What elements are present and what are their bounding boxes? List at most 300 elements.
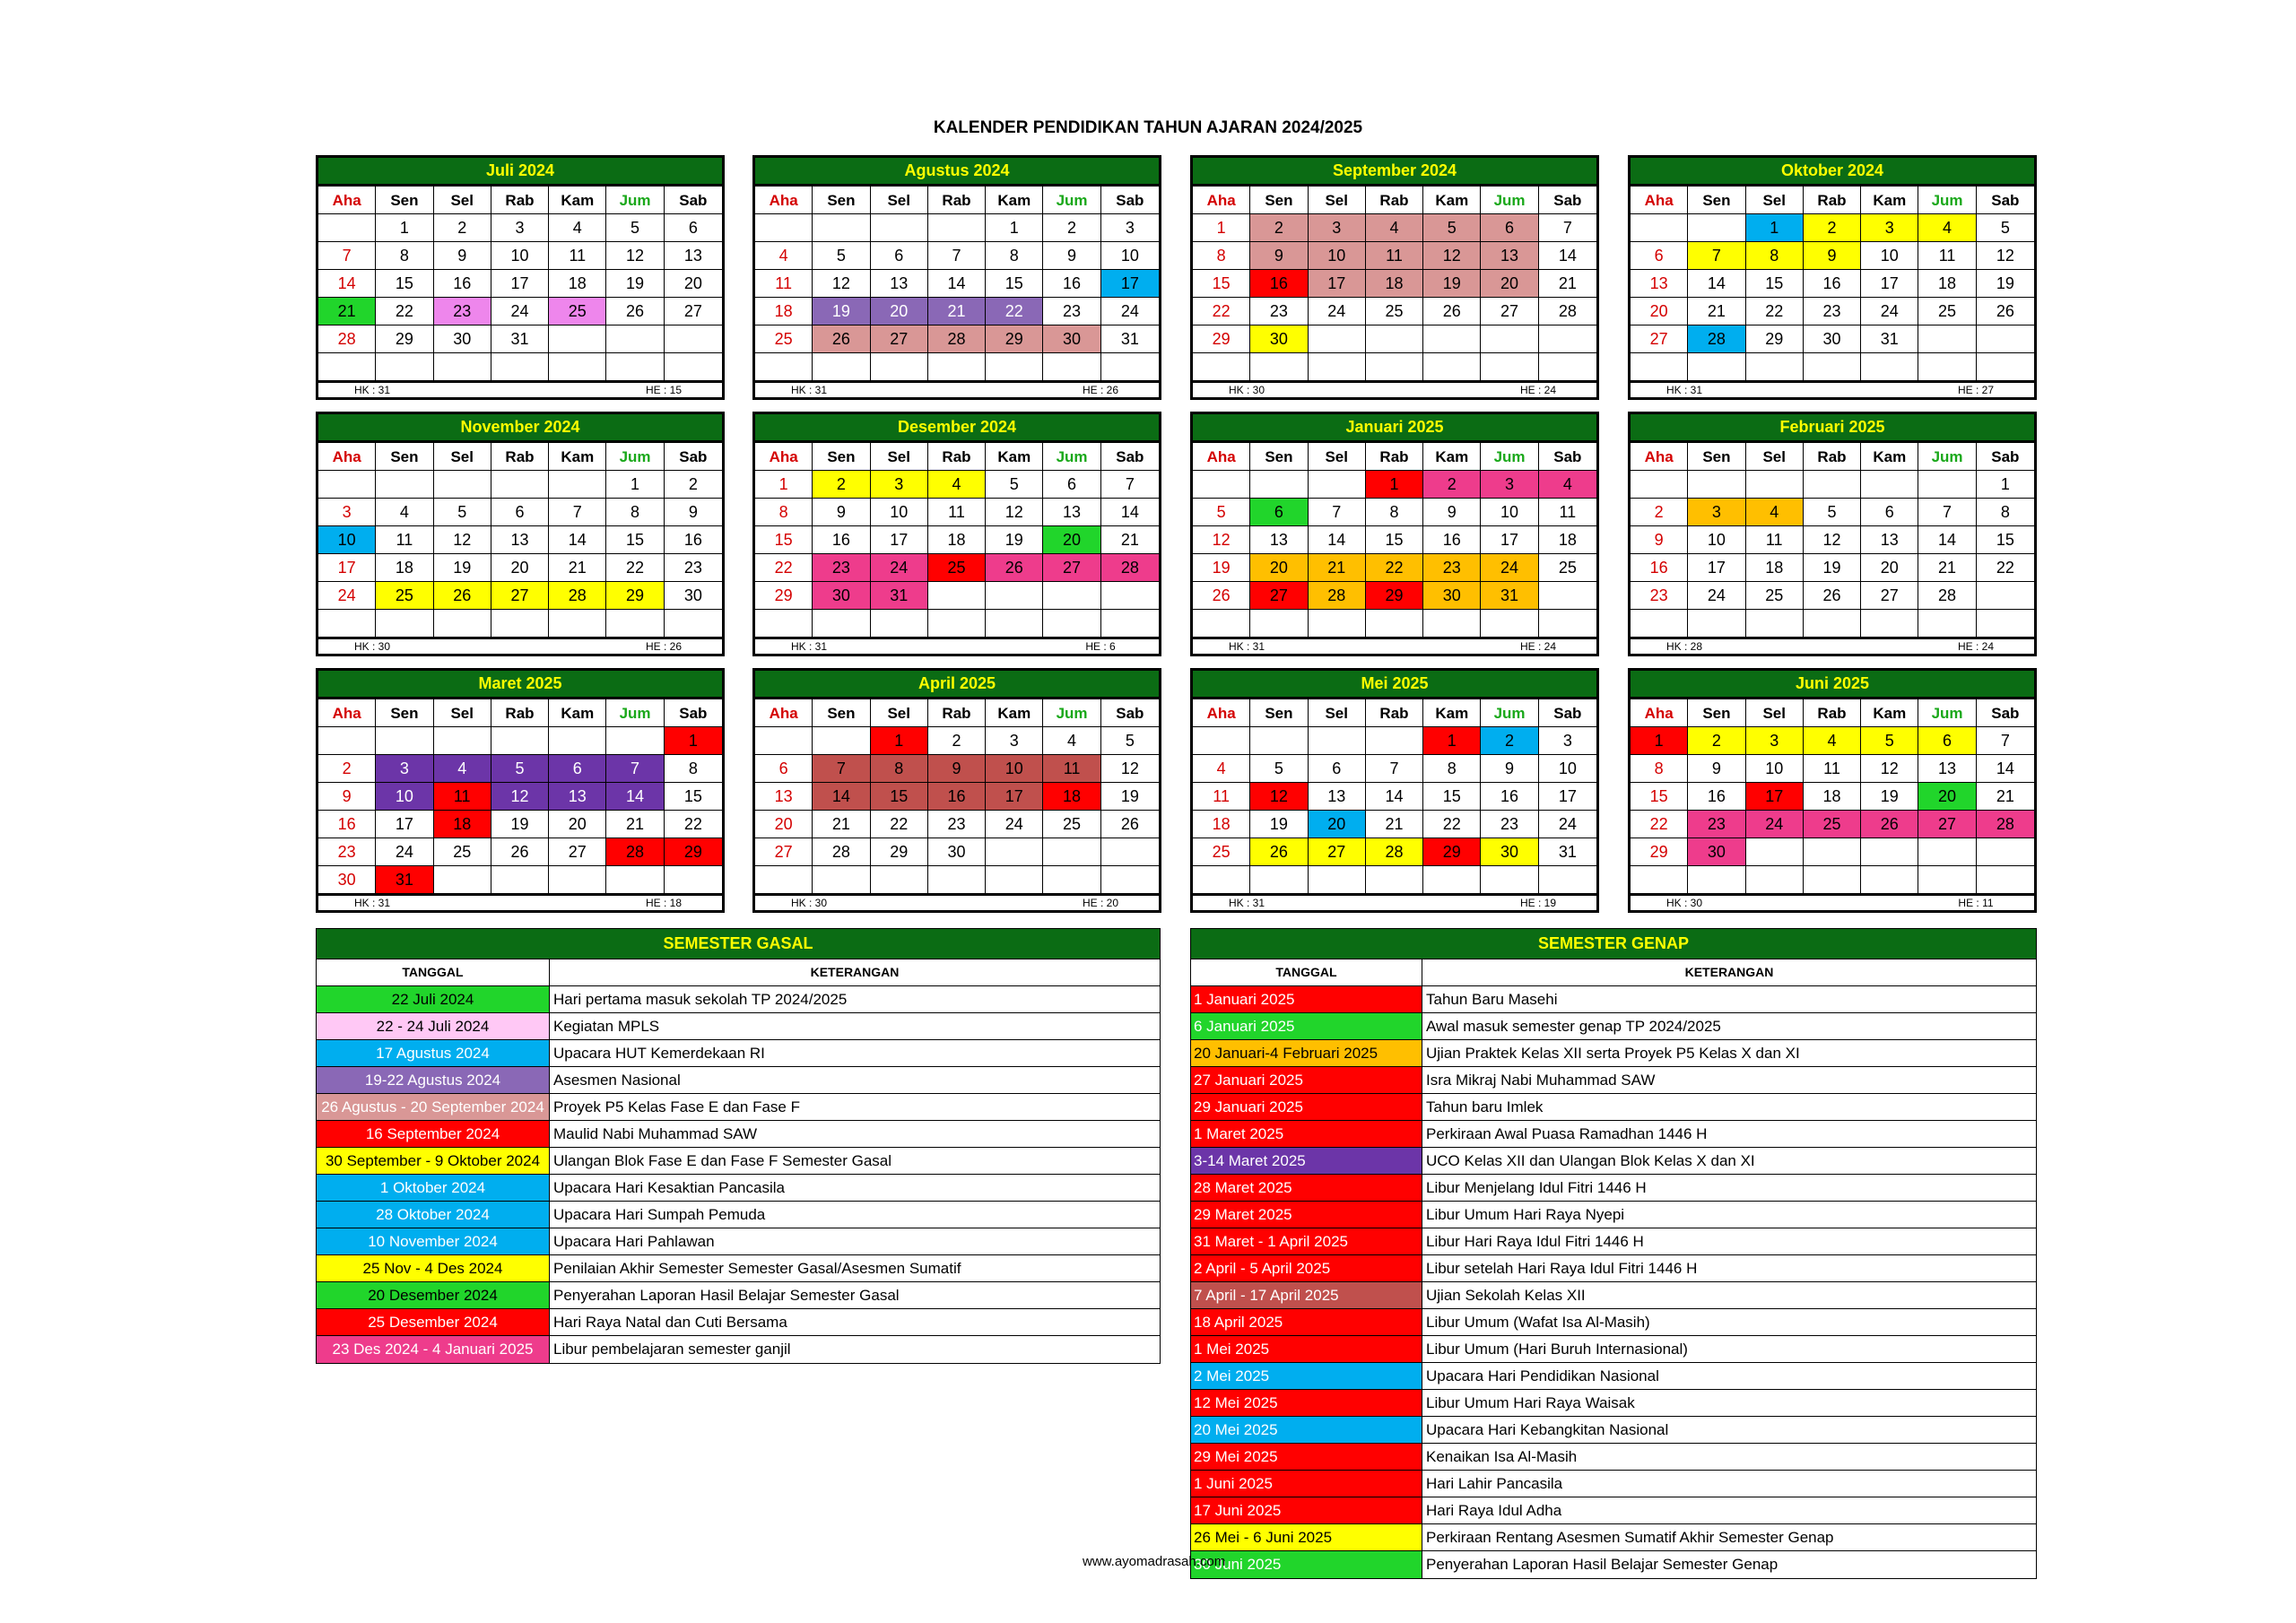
day-cell: 2 [928,727,986,755]
day-cell: 6 [1309,755,1366,783]
day-cell: 30 [1250,325,1308,353]
day-cell: 12 [1250,783,1308,811]
day-cell: 20 [1481,270,1538,298]
event-date: 22 Juli 2024 [317,986,550,1012]
day-cell: 17 [1101,270,1159,298]
event-row [317,1067,1160,1094]
day-cell: 25 [1804,811,1861,838]
month-calendar [316,668,725,913]
day-cell: 13 [1250,526,1308,554]
day-cell [1688,471,1745,499]
day-cell: 10 [318,526,376,554]
event-date: 18 April 2025 [1191,1309,1422,1335]
day-cell: 18 [1804,783,1861,811]
day-cell: 28 [1366,838,1423,866]
day-cell: 12 [1977,242,2034,270]
day-cell: 4 [1366,214,1423,242]
day-header: Rab [1804,699,1861,727]
day-cell [1631,353,1688,381]
day-header: Sen [1250,699,1308,727]
day-cell: 10 [1309,242,1366,270]
day-cell: 18 [928,526,986,554]
day-cell: 9 [1631,526,1688,554]
event-date: 30 Juni 2025 [1191,1551,1422,1578]
event-description: Hari Raya Idul Adha [1426,1502,1562,1519]
month-title: Januari 2025 [1193,414,1596,443]
day-cell: 15 [376,270,433,298]
day-header: Jum [1481,443,1538,471]
day-cell: 18 [1193,811,1250,838]
day-cell [1539,866,1596,894]
day-cell: 14 [1977,755,2034,783]
day-cell: 2 [665,471,722,499]
month-days [318,187,722,381]
day-header: Rab [491,187,549,214]
day-cell [376,353,433,381]
day-cell: 18 [755,298,813,325]
day-cell [755,214,813,242]
day-cell: 6 [1631,242,1688,270]
day-cell [1918,325,1976,353]
day-header: Sen [813,187,870,214]
hk-count: HK : 30 [353,640,391,653]
day-cell: 25 [434,838,491,866]
he-count: HE : 11 [1958,897,1994,909]
event-date: 26 Agustus - 20 September 2024 [317,1094,550,1120]
day-cell [1861,866,1918,894]
day-cell: 6 [549,755,606,783]
day-cell: 21 [1977,783,2034,811]
day-header: Rab [928,699,986,727]
event-row [1191,1282,2036,1309]
day-cell [928,214,986,242]
day-cell [318,727,376,755]
day-cell: 16 [1043,270,1100,298]
day-cell: 15 [1423,783,1481,811]
day-cell: 3 [1861,214,1918,242]
day-cell: 25 [1043,811,1100,838]
day-header: Kam [1861,699,1918,727]
day-header: Sel [871,699,928,727]
day-cell: 24 [1688,582,1745,610]
day-cell [1309,727,1366,755]
day-cell: 20 [1631,298,1688,325]
day-cell [1250,353,1308,381]
event-date: 23 Des 2024 - 4 Januari 2025 [317,1336,550,1363]
day-header: Sel [1309,187,1366,214]
event-description: Isra Mikraj Nabi Muhammad SAW [1426,1072,1656,1089]
day-header: Aha [1193,699,1250,727]
month-footer [755,381,1159,397]
day-cell: 26 [491,838,549,866]
day-cell: 29 [1193,325,1250,353]
day-cell: 1 [1977,471,2034,499]
day-cell: 21 [1688,298,1745,325]
day-cell [376,471,433,499]
day-cell [1423,325,1481,353]
day-header: Kam [1423,699,1481,727]
event-description: Ujian Sekolah Kelas XII [1426,1287,1586,1304]
month-calendar [1190,155,1599,400]
day-header: Aha [1631,699,1688,727]
day-cell: 11 [549,242,606,270]
day-cell: 30 [1423,582,1481,610]
day-header: Sab [665,443,722,471]
day-cell: 22 [1631,811,1688,838]
day-header: Jum [1043,187,1100,214]
day-cell: 28 [1101,554,1159,582]
event-description: Ulangan Blok Fase E dan Fase F Semester Gasal [553,1152,892,1169]
month-footer [1631,638,2034,654]
day-cell: 20 [755,811,813,838]
day-cell: 17 [1539,783,1596,811]
day-cell [1631,471,1688,499]
month-calendar [316,412,725,656]
day-cell [606,610,664,638]
day-cell: 5 [434,499,491,526]
day-cell: 27 [1861,582,1918,610]
day-cell [871,610,928,638]
day-cell [491,610,549,638]
day-cell: 6 [491,499,549,526]
event-row [317,1202,1160,1228]
day-cell: 1 [376,214,433,242]
day-header: Aha [1193,443,1250,471]
month-footer [1193,381,1596,397]
he-count: HE : 15 [645,384,683,396]
day-cell: 17 [1481,526,1538,554]
day-cell [1746,353,1804,381]
day-cell: 26 [1250,838,1308,866]
day-cell: 23 [1688,811,1745,838]
day-cell: 11 [1193,783,1250,811]
day-cell [1746,610,1804,638]
day-cell: 1 [755,471,813,499]
day-header: Jum [606,187,664,214]
day-cell [928,866,986,894]
day-header: Sen [1688,443,1745,471]
event-description: Perkiraan Rentang Asesmen Sumatif Akhir Semester Genap [1426,1529,1834,1546]
day-header: Sab [1539,187,1596,214]
event-row [1191,1390,2036,1417]
day-cell: 13 [1631,270,1688,298]
day-cell [1101,582,1159,610]
day-cell [1193,353,1250,381]
day-cell: 14 [1366,783,1423,811]
day-cell: 26 [1101,811,1159,838]
day-cell [1539,610,1596,638]
month-footer [318,894,722,910]
day-cell [1804,471,1861,499]
day-cell [1804,353,1861,381]
day-cell: 20 [1309,811,1366,838]
month-days [1193,443,1596,638]
column-headers [317,959,1160,986]
day-cell: 2 [1250,214,1308,242]
day-cell: 15 [665,783,722,811]
month-title: Oktober 2024 [1631,158,2034,187]
event-description: Penyerahan Laporan Hasil Belajar Semester Gasal [553,1287,900,1304]
event-date: 10 November 2024 [317,1228,550,1254]
day-cell: 12 [1101,755,1159,783]
day-cell: 17 [1688,554,1745,582]
day-cell: 27 [1309,838,1366,866]
event-row [317,1013,1160,1040]
day-cell: 2 [318,755,376,783]
day-header: Sen [1688,187,1745,214]
day-cell: 9 [1423,499,1481,526]
day-cell [1977,582,2034,610]
day-cell [606,353,664,381]
day-cell: 25 [755,325,813,353]
day-cell [1481,866,1538,894]
day-cell: 30 [1688,838,1745,866]
page-title: KALENDER PENDIDIKAN TAHUN AJARAN 2024/2025 [933,118,1363,137]
event-row [1191,1175,2036,1202]
day-cell: 17 [1309,270,1366,298]
day-cell: 30 [1481,838,1538,866]
day-cell: 16 [813,526,870,554]
day-cell: 3 [491,214,549,242]
day-cell: 27 [549,838,606,866]
day-header: Sel [871,443,928,471]
month-footer [318,381,722,397]
day-cell: 21 [1918,554,1976,582]
hk-count: HK : 31 [790,640,828,653]
day-cell: 4 [928,471,986,499]
event-row [317,1282,1160,1309]
event-description: Penyerahan Laporan Hasil Belajar Semester Genap [1426,1556,1779,1573]
day-cell: 25 [376,582,433,610]
month-footer [1193,638,1596,654]
hk-count: HK : 30 [1665,897,1703,909]
day-cell [1539,325,1596,353]
day-cell: 10 [1861,242,1918,270]
day-cell: 8 [1423,755,1481,783]
day-cell: 21 [928,298,986,325]
event-row [317,1309,1160,1336]
day-cell: 17 [491,270,549,298]
day-cell: 19 [986,526,1043,554]
day-cell [1861,353,1918,381]
day-cell: 10 [1101,242,1159,270]
month-calendar [752,155,1161,400]
month-footer [755,638,1159,654]
semester-title: SEMESTER GENAP [1191,929,2036,959]
day-cell: 24 [986,811,1043,838]
day-cell: 5 [491,755,549,783]
day-cell: 18 [1366,270,1423,298]
day-cell: 13 [1309,783,1366,811]
day-cell: 21 [1101,526,1159,554]
day-cell: 1 [871,727,928,755]
day-cell: 29 [1631,838,1688,866]
hk-count: HK : 31 [790,384,828,396]
day-cell [665,866,722,894]
day-header: Sen [376,187,433,214]
event-date: 28 Oktober 2024 [317,1202,550,1228]
event-date: 25 Desember 2024 [317,1309,550,1335]
day-cell [1043,610,1100,638]
day-cell: 24 [1481,554,1538,582]
day-cell [1804,838,1861,866]
day-cell: 20 [1250,554,1308,582]
day-cell: 23 [434,298,491,325]
day-cell [986,610,1043,638]
event-date: 16 September 2024 [317,1121,550,1147]
day-cell: 11 [1746,526,1804,554]
day-cell [813,353,870,381]
day-cell: 31 [376,866,433,894]
day-cell: 25 [928,554,986,582]
footer-url: www.ayomadrasah.com [1083,1554,1226,1569]
day-cell [318,214,376,242]
day-cell: 23 [1631,582,1688,610]
event-description: Upacara Hari Pendidikan Nasional [1426,1367,1659,1384]
day-cell: 30 [1804,325,1861,353]
event-row [1191,1497,2036,1524]
day-cell: 15 [1977,526,2034,554]
day-cell: 7 [1539,214,1596,242]
day-cell [1688,866,1745,894]
day-header: Kam [986,699,1043,727]
event-row [317,1094,1160,1121]
day-cell: 2 [1804,214,1861,242]
day-cell: 31 [1101,325,1159,353]
event-description: Kegiatan MPLS [553,1018,660,1035]
day-cell: 31 [1861,325,1918,353]
day-header: Kam [549,443,606,471]
day-cell: 29 [606,582,664,610]
day-cell: 21 [1309,554,1366,582]
day-cell: 8 [1366,499,1423,526]
day-cell: 13 [1918,755,1976,783]
day-cell [1043,866,1100,894]
event-date: 29 Januari 2025 [1191,1094,1422,1120]
day-cell [549,353,606,381]
day-cell: 19 [1804,554,1861,582]
day-cell: 9 [1804,242,1861,270]
day-cell: 19 [606,270,664,298]
day-cell: 20 [871,298,928,325]
event-description: UCO Kelas XII dan Ulangan Blok Kelas X dan XI [1426,1152,1755,1169]
day-cell: 29 [376,325,433,353]
day-cell: 28 [1918,582,1976,610]
day-header: Jum [1481,187,1538,214]
day-cell: 17 [871,526,928,554]
event-date: 1 Mei 2025 [1191,1336,1422,1362]
day-cell: 7 [1366,755,1423,783]
day-cell: 26 [434,582,491,610]
hk-count: HK : 30 [1228,384,1265,396]
day-cell: 24 [376,838,433,866]
day-header: Jum [1043,699,1100,727]
event-date: 28 Maret 2025 [1191,1175,1422,1201]
day-cell: 8 [1631,755,1688,783]
month-footer [755,894,1159,910]
day-cell: 31 [1539,838,1596,866]
day-cell [1366,610,1423,638]
event-date: 17 Juni 2025 [1191,1497,1422,1523]
day-cell [1977,610,2034,638]
he-count: HE : 19 [1519,897,1557,909]
month-title: Desember 2024 [755,414,1159,443]
day-cell: 16 [665,526,722,554]
day-cell: 3 [1539,727,1596,755]
day-cell: 8 [1746,242,1804,270]
event-description: Libur Umum Hari Raya Nyepi [1426,1206,1625,1223]
day-cell [1481,610,1538,638]
day-cell: 11 [755,270,813,298]
day-cell [1631,610,1688,638]
day-cell: 10 [491,242,549,270]
month-title: April 2025 [755,671,1159,699]
day-cell [1366,727,1423,755]
day-header: Sab [1539,699,1596,727]
day-cell [1043,582,1100,610]
event-row [1191,1255,2036,1282]
day-cell: 6 [1918,727,1976,755]
day-cell: 20 [1043,526,1100,554]
day-cell [1977,325,2034,353]
day-cell: 11 [1539,499,1596,526]
day-header: Aha [318,187,376,214]
day-header: Sab [1101,187,1159,214]
event-description: Kenaikan Isa Al-Masih [1426,1448,1578,1465]
day-cell: 26 [1977,298,2034,325]
day-cell [1918,838,1976,866]
day-cell: 27 [1918,811,1976,838]
month-days [1193,699,1596,894]
day-cell [813,214,870,242]
he-count: HE : 24 [1519,384,1557,396]
day-cell: 10 [986,755,1043,783]
day-cell: 22 [1423,811,1481,838]
hk-count: HK : 31 [1228,640,1265,653]
day-cell [665,325,722,353]
day-cell: 10 [871,499,928,526]
day-cell [1918,866,1976,894]
day-header: Aha [1193,187,1250,214]
event-date: 20 Mei 2025 [1191,1417,1422,1443]
day-cell: 11 [928,499,986,526]
day-header: Jum [606,699,664,727]
event-date: 29 Mei 2025 [1191,1444,1422,1470]
event-row [1191,1094,2036,1121]
semester-title: SEMESTER GASAL [317,929,1160,959]
day-cell: 13 [549,783,606,811]
day-cell: 9 [434,242,491,270]
day-cell: 11 [1918,242,1976,270]
month-calendar [1190,668,1599,913]
he-count: HE : 6 [1085,640,1116,653]
day-cell: 1 [1193,214,1250,242]
day-cell [1539,582,1596,610]
event-date: 29 Maret 2025 [1191,1202,1422,1228]
event-description: Maulid Nabi Muhammad SAW [553,1125,758,1142]
day-header: Rab [1366,443,1423,471]
day-cell: 6 [755,755,813,783]
day-cell: 26 [1193,582,1250,610]
day-header: Rab [928,443,986,471]
event-date: 17 Agustus 2024 [317,1040,550,1066]
day-cell [1309,325,1366,353]
event-row [317,1148,1160,1175]
day-cell: 29 [871,838,928,866]
day-cell: 6 [1043,471,1100,499]
day-cell: 12 [606,242,664,270]
day-cell: 7 [1688,242,1745,270]
